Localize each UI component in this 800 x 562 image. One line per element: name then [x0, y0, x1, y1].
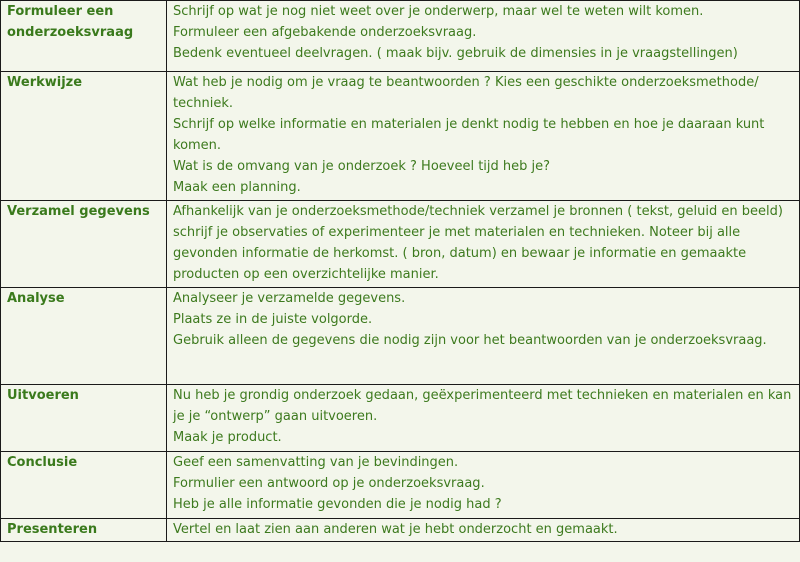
description-line: Formulier een antwoord op je onderzoeksvraag.	[173, 476, 485, 491]
table-row	[1, 519, 800, 542]
description-line: Wat heb je nodig om je vraag te beantwoorden ? Kies een geschikte onderzoeksmethode/ techniek.	[173, 75, 759, 111]
description-line: Nu heb je grondig onderzoek gedaan, geëxperimenteerd met technieken en materialen en kan je je “ontwerp” gaan uitvoeren.	[173, 388, 792, 424]
description-line: Afhankelijk van je onderzoeksmethode/techniek verzamel je bronnen ( tekst, geluid en beeld) schrijf je observaties of experimenteer je met materialen en technieken. Noteer bij alle gevonden informatie de herkomst. ( bron, datum) en bewaar je informatie en gemaakte producten op een overzichtelijke manier.	[173, 204, 783, 282]
description-line: Vertel en laat zien aan anderen wat je hebt onderzocht en gemaakt.	[173, 522, 618, 537]
description-line: Geef een samenvatting van je bevindingen.	[173, 455, 459, 470]
step-description	[167, 201, 800, 288]
description-line: Bedenk eventueel deelvragen. ( maak bijv. gebruik de dimensies in je vraagstellingen)	[173, 46, 738, 61]
step-description	[167, 519, 800, 542]
table-row	[1, 452, 800, 519]
description-line: Maak je product.	[173, 430, 282, 445]
step-description	[167, 72, 800, 201]
description-line: Schrijf op welke informatie en materialen je denkt nodig te hebben en hoe je daaraan kunt komen.	[173, 117, 765, 153]
step-label: Verzamel gegevens	[1, 201, 167, 288]
description-line: Heb je alle informatie gevonden die je nodig had ?	[173, 497, 502, 512]
step-label: Werkwijze	[1, 72, 167, 201]
step-label: Uitvoeren	[1, 385, 167, 452]
description-line: Analyseer je verzamelde gegevens.	[173, 291, 406, 306]
description-line: Schrijf op wat je nog niet weet over je onderwerp, maar wel te weten wilt komen.	[173, 4, 704, 19]
step-description	[167, 452, 800, 519]
step-label: Formuleer een onderzoeksvraag	[1, 1, 167, 72]
step-label: Conclusie	[1, 452, 167, 519]
description-line: Maak een planning.	[173, 180, 301, 195]
step-label: Presenteren	[1, 519, 167, 542]
step-description	[167, 385, 800, 452]
description-line: Plaats ze in de juiste volgorde.	[173, 312, 373, 327]
table-row	[1, 385, 800, 452]
step-label: Analyse	[1, 288, 167, 385]
table-row	[1, 72, 800, 201]
description-line: Wat is de omvang van je onderzoek ? Hoeveel tijd heb je?	[173, 159, 551, 174]
description-line: Formuleer een afgebakende onderzoeksvraag.	[173, 25, 477, 40]
table-row	[1, 288, 800, 385]
table-row	[1, 201, 800, 288]
description-line: Gebruik alleen de gegevens die nodig zijn voor het beantwoorden van je onderzoeksvraag.	[173, 333, 767, 348]
step-description	[167, 1, 800, 72]
step-description	[167, 288, 800, 385]
table-row	[1, 1, 800, 72]
